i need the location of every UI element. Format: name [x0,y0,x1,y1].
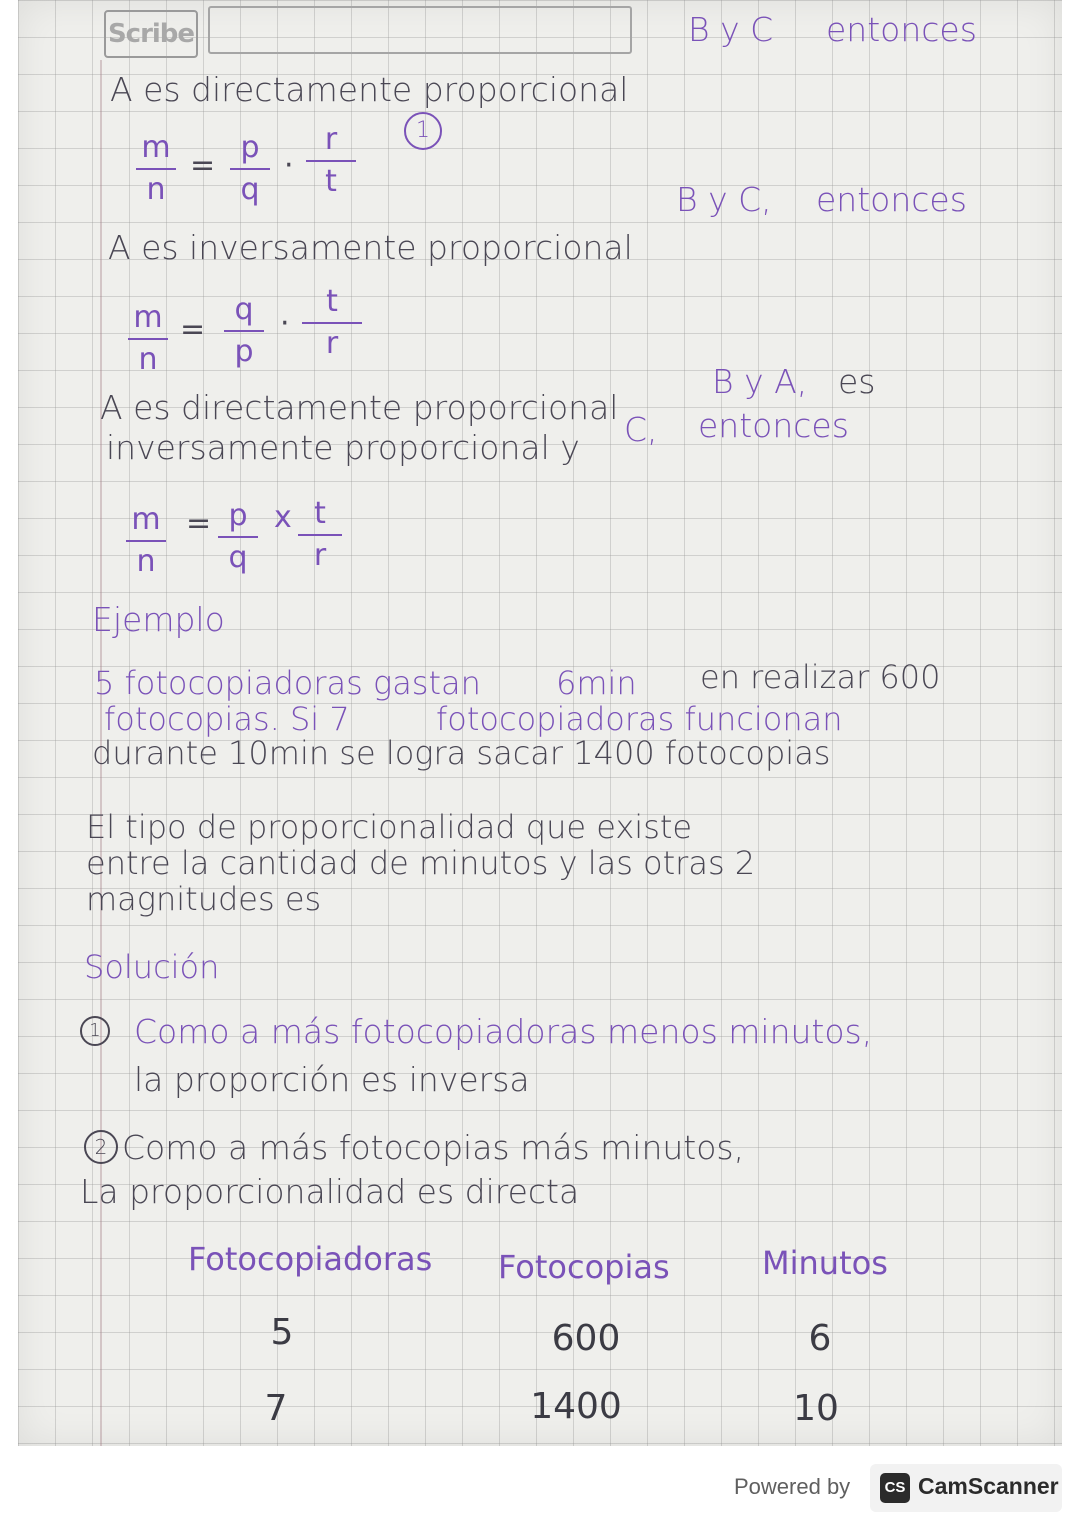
solution-p2-a: Como a más fotocopias más minutos, [122,1128,745,1167]
section1-tail: entonces [826,10,977,49]
section1-line: A es directamente proporcional [110,70,629,109]
solution-p1-number: 1 [80,1016,110,1046]
example-line3: durante 10min se logra sacar 1400 fotocopias [92,734,831,772]
example-line1-b: 6min [556,664,637,702]
section3-line2: inversamente proporcional y [106,428,580,467]
solution-p2-b: La proporcionalidad es directa [80,1172,580,1211]
section3-line1-tail: es [838,362,876,401]
scribe-logo: Scribe [104,10,198,58]
table-cell: 10 [793,1388,839,1429]
section3-line2-tail: entonces [698,406,849,445]
example-heading: Ejemplo [92,600,225,639]
section2-vars: B y C, [676,180,772,219]
formula3-f1: p q [218,498,258,576]
formula3-left: m n [126,502,166,580]
section3-line1-vars: B y A, [712,362,808,401]
formula1-f2: r t [306,122,356,200]
table-header-fotocopias: Fotocopias [498,1248,670,1286]
formula1-left: m n [136,130,176,208]
camscanner-brand: CamScanner [918,1473,1059,1499]
formula2-f2: t r [302,284,362,362]
formula1-badge: 1 [404,112,442,150]
section2-tail: entonces [816,180,967,219]
table-cell: 7 [264,1388,288,1429]
formula2-dot: · [280,306,290,341]
example-line2-b: fotocopiadoras funcionan [436,700,843,738]
section3-line2-var: C, [624,410,658,449]
example-line1-c: en realizar 600 [700,658,941,696]
table-cell: 6 [808,1318,832,1359]
table-header-minutos: Minutos [762,1244,888,1282]
camscanner-logo-icon: CS [880,1473,910,1503]
table-header-fotocopiadoras: Fotocopiadoras [188,1240,433,1278]
formula3-eq: = [186,506,212,541]
formula1-dot: · [284,148,294,183]
table-cell: 600 [551,1318,621,1359]
section2-line: A es inversamente proporcional [108,228,633,267]
solution-p1-a: Como a más fotocopiadoras menos minutos, [134,1012,873,1051]
formula3-f2: t r [298,496,342,574]
formula3-op: x [274,500,292,535]
formula1-eq: = [190,148,216,183]
formula1-f1: p q [230,130,270,208]
table-cell: 5 [270,1312,294,1353]
section1-vars: B y C [688,10,774,49]
formula2-eq: = [180,312,206,347]
formula2-f1: q p [224,292,264,370]
example-line2-a: fotocopias. Si 7 [104,700,350,738]
table-cell: 1400 [530,1386,622,1427]
example-line1-a: 5 fotocopiadoras gastan [94,664,481,702]
section3-line1: A es directamente proporcional [100,388,619,427]
question-line2: entre la cantidad de minutos y las otras 2 [86,844,756,882]
question-line1: El tipo de proporcionalidad que existe [86,808,693,846]
solution-p1-b: la proporción es inversa [134,1060,530,1099]
question-line3: magnitudes es [86,880,322,918]
powered-by-text: Powered by [734,1474,851,1499]
name-box [208,6,632,54]
solution-p2-number: 2 [84,1130,118,1164]
solution-heading: Solución [84,948,220,986]
formula2-left: m n [128,300,168,378]
